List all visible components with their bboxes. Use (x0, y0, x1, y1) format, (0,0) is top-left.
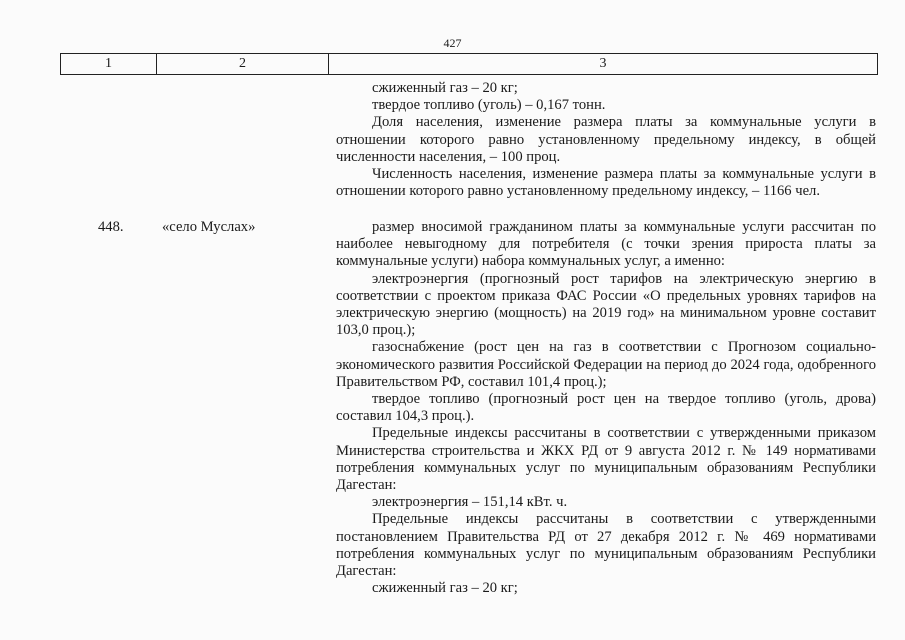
settlement-name: «село Муслах» (162, 219, 256, 235)
row-448-text-block (336, 219, 876, 597)
paragraph: твердое топливо (прогнозный рост цен на твердое топливо (уголь, дрова) составил 104,3 проц.). (336, 391, 876, 425)
row-number: 448. (98, 219, 124, 235)
paragraph: электроэнергия (прогнозный рост тарифов на электрическую энергию в соответствии с проектом приказа ФАС России «О предельных уровнях тарифов на электрическую энергию (мощность) на 2019 год» на минимальном уровне составит 103,0 проц.); (336, 270, 876, 339)
paragraph: размер вносимой гражданином платы за коммунальные услуги рассчитан по наиболее невыгодному для потребителя (с точки зрения прироста платы за коммунальные услуги) набора коммунальных услуг, а именно: (336, 219, 876, 270)
table-header-row (60, 53, 878, 75)
page-number: 427 (443, 36, 462, 50)
paragraph: Предельные индексы рассчитаны в соответствии с утвержденными приказом Министерства строительства и ЖКХ РД от 9 августа 2012 г. № 149 нормативами потребления коммунальных услуг по муниципальным образованиям Республики Дагестан: (336, 425, 876, 494)
header-col-1: 1 (60, 54, 156, 74)
paragraph: Численность населения, изменение размера платы за коммунальные услуги в отношении которого равно установленному предельному индексу, – 1166 чел. (336, 166, 876, 200)
paragraph: Предельные индексы рассчитаны в соответствии с утвержденными постановлением Правительства РД от 27 декабря 2012 г. № 469 нормативами потребления коммунальных услуг по муниципальным образованиям Республики Дагестан: (336, 511, 876, 580)
paragraph: сжиженный газ – 20 кг; (372, 580, 518, 597)
paragraph: сжиженный газ – 20 кг; (372, 80, 518, 96)
paragraph: газоснабжение (рост цен на газ в соответствии с Прогнозом социально-экономического развития Российской Федерации на период до 2024 года, одобренного Правительством РФ, составил 101,4 проц.); (336, 339, 876, 390)
continued-text-block (336, 80, 876, 200)
paragraph: твердое топливо (уголь) – 0,167 тонн. (372, 97, 606, 114)
paragraph: электроэнергия – 151,14 кВт. ч. (372, 494, 568, 511)
header-col-3: 3 (328, 54, 878, 74)
header-col-2: 2 (156, 54, 328, 74)
paragraph: Доля населения, изменение размера платы за коммунальные услуги в отношении которого равно установленному предельному индексу, в общей численности населения, – 100 проц. (336, 114, 876, 165)
